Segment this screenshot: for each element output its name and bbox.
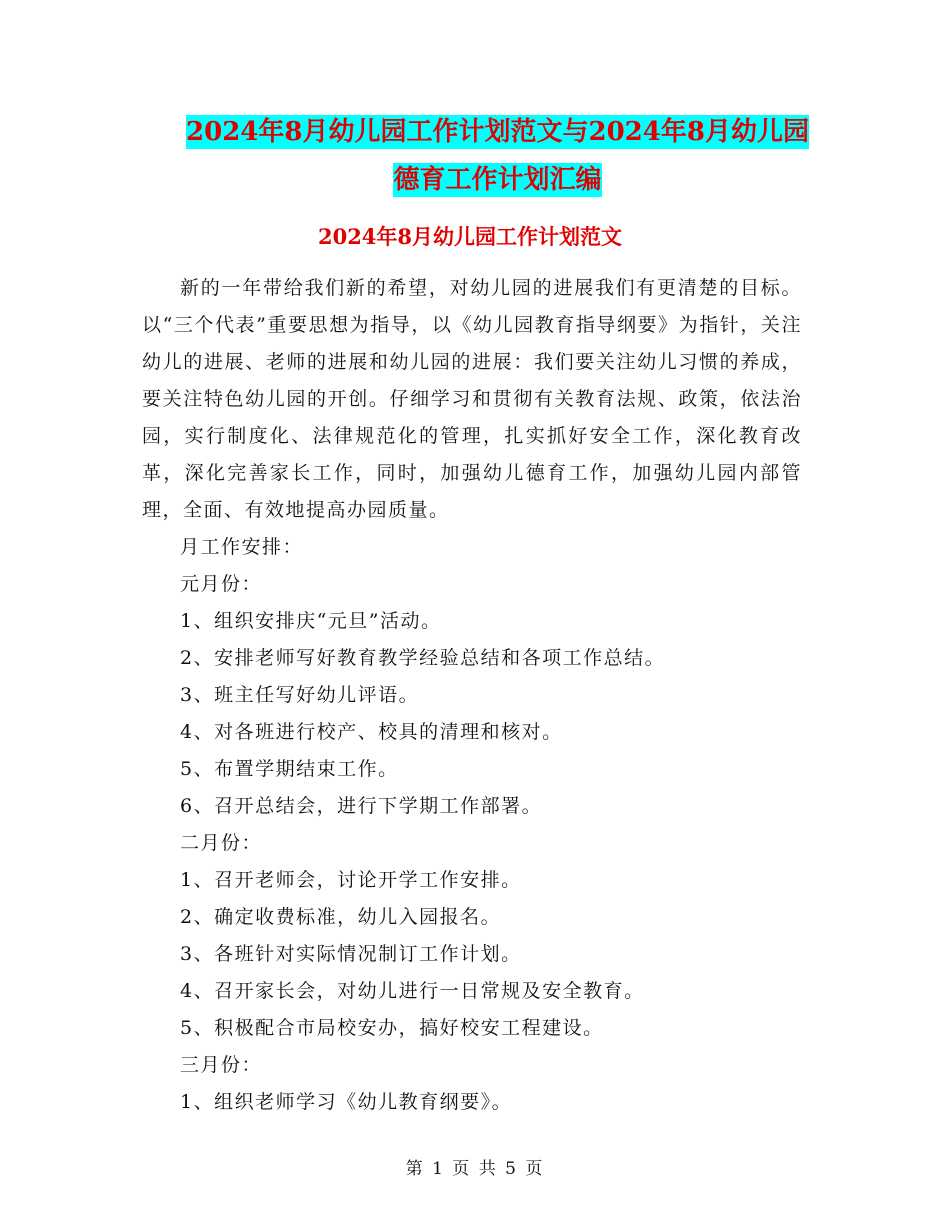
text-line: 1、组织安排庆“元旦”活动。: [180, 610, 442, 632]
section-title: 2024年8月幼儿园工作计划范文: [317, 224, 623, 249]
text-line: 1、组织老师学习《幼儿教育纲要》。: [180, 1091, 513, 1113]
text-line: 5、积极配合市局校安办，搞好校安工程建设。: [180, 1017, 604, 1039]
page-footer: 第 1 页 共 5 页: [405, 1159, 545, 1179]
intro-paragraph: 新的一年带给我们新的希望，对幼儿园的进展我们有更清楚的目标。以“三个代表”重要思想为指导，以《幼儿园教育指导纲要》为指针，关注幼儿的进展、老师的进展和幼儿园的进展：我们要关注幼儿习惯的养成，要关注特色幼儿园的开创。仔细学习和贯彻有关教育法规、政策，依法治园，实行制度化、法律规范化的管理，扎实抓好安全工作，深化教育改革，深化完善家长工作，同时，加强幼儿德育工作，加强幼儿园内部管理，全面、有效地提高办园质量。: [142, 277, 802, 521]
document-title-line-1: 2024年8月幼儿园工作计划范文与2024年8月幼儿园: [186, 117, 809, 147]
text-line: 月工作安排：: [180, 536, 304, 558]
text-line: 3、班主任写好幼儿评语。: [180, 684, 420, 706]
text-line: 6、召开总结会，进行下学期工作部署。: [180, 795, 543, 817]
text-line: 4、对各班进行校产、校具的清理和核对。: [180, 721, 563, 743]
text-line: 5、布置学期结束工作。: [180, 758, 399, 780]
text-line: 1、召开老师会，讨论开学工作安排。: [180, 869, 522, 891]
text-line: 2、安排老师写好教育教学经验总结和各项工作总结。: [180, 647, 666, 669]
text-line: 二月份：: [180, 832, 263, 854]
document-body: [142, 270, 802, 1121]
text-line: 2、确定收费标准，幼儿入园报名。: [180, 906, 502, 928]
text-line: 三月份：: [180, 1054, 263, 1076]
text-line: 元月份：: [180, 573, 263, 595]
document-title-line-2: 德育工作计划汇编: [393, 165, 602, 195]
document-title: [140, 108, 855, 204]
text-line: 3、各班针对实际情况制订工作计划。: [180, 943, 522, 965]
text-line: 4、召开家长会，对幼儿进行一日常规及安全教育。: [180, 980, 645, 1002]
